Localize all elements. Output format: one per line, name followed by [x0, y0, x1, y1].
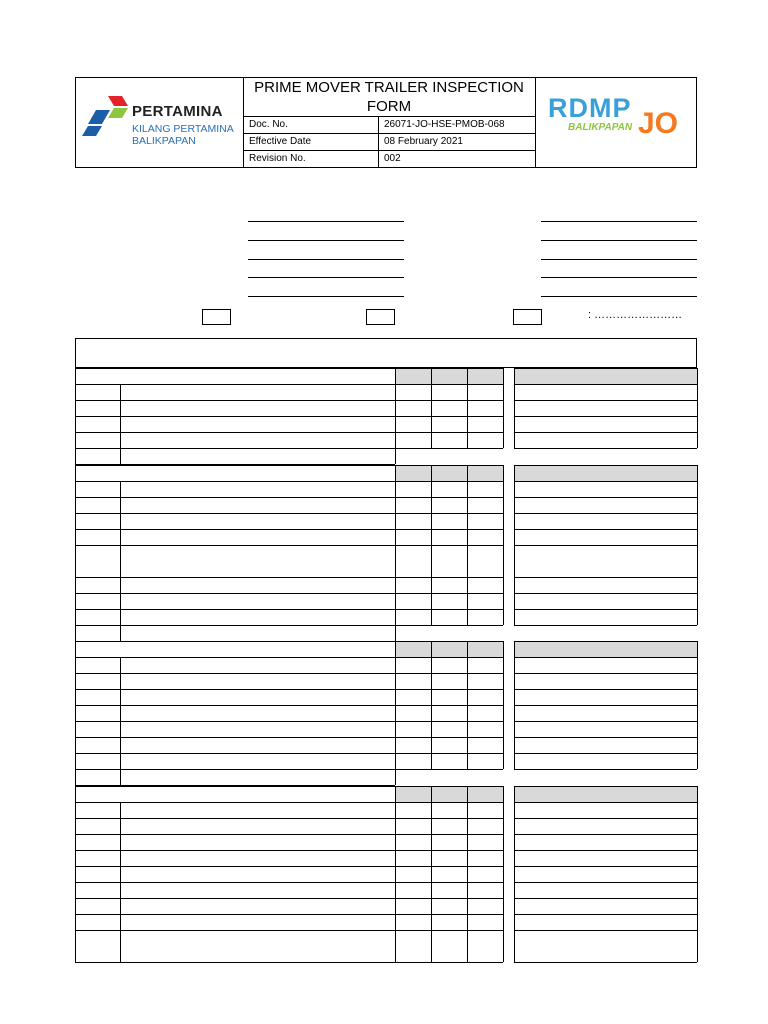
row-line: [514, 737, 697, 738]
row-line: [514, 513, 697, 514]
row-line: [514, 448, 697, 449]
section-header-cell: [514, 465, 697, 481]
row-line: [514, 384, 697, 385]
check-column-line: [431, 786, 432, 962]
section-header-cell: [395, 465, 431, 481]
row-line: [75, 962, 503, 963]
section-header-line: [75, 368, 503, 369]
row-line: [75, 705, 503, 706]
checkbox[interactable]: [366, 309, 395, 325]
row-line: [514, 497, 697, 498]
section-header-line: [75, 641, 503, 642]
rdmp-jo-logo: [546, 92, 688, 146]
checkbox[interactable]: [513, 309, 542, 325]
row-line: [514, 481, 697, 482]
row-line: [514, 529, 697, 530]
section-header-line: [514, 786, 697, 787]
row-line: [514, 818, 697, 819]
row-line: [514, 802, 697, 803]
section-header-cell: [431, 786, 467, 802]
check-column-line: [467, 465, 468, 625]
column-line: [395, 368, 396, 448]
row-line: [75, 737, 503, 738]
row-line: [75, 753, 503, 754]
row-line: [75, 625, 503, 626]
row-line: [75, 416, 503, 417]
row-line: [514, 689, 697, 690]
row-line: [75, 481, 503, 482]
check-column-line: [467, 641, 468, 769]
pertamina-subtitle-line2: BALIKPAPAN: [132, 135, 196, 147]
row-line: [514, 753, 697, 754]
section-header-cell: [467, 641, 503, 657]
row-line: [75, 834, 503, 835]
row-line: [75, 882, 503, 883]
row-line: [514, 834, 697, 835]
row-line: [514, 577, 697, 578]
row-line: [75, 850, 503, 851]
field-line[interactable]: [248, 277, 404, 278]
row-line: [514, 593, 697, 594]
check-column-line: [503, 465, 504, 625]
pertamina-subtitle-line1: KILANG PERTAMINA: [132, 123, 234, 135]
section-header-cell: [467, 368, 503, 384]
section-header-cell: [431, 465, 467, 481]
remarks-column-line: [514, 368, 515, 448]
row-line: [75, 529, 503, 530]
row-line: [75, 673, 503, 674]
section-header-cell: [395, 786, 431, 802]
doc-no-value: 26071-JO-HSE-PMOB-068: [384, 119, 505, 130]
column-line: [75, 465, 76, 641]
row-line: [75, 898, 503, 899]
row-line: [75, 448, 503, 449]
remarks-column-line: [514, 465, 515, 625]
section-header-line: [75, 465, 503, 466]
row-line: [514, 416, 697, 417]
column-line: [75, 368, 76, 464]
number-column-line: [120, 802, 121, 962]
section-title-box: [75, 338, 697, 368]
header-divider-right: [535, 77, 536, 168]
row-line: [514, 400, 697, 401]
number-column-line: [120, 384, 121, 464]
field-line[interactable]: [541, 240, 697, 241]
row-line: [75, 689, 503, 690]
checkbox[interactable]: [202, 309, 231, 325]
effective-date-label: Effective Date: [249, 136, 312, 147]
row-line: [514, 866, 697, 867]
section-header-cell: [514, 641, 697, 657]
section-header-cell: [467, 786, 503, 802]
row-line: [75, 432, 503, 433]
row-line: [514, 673, 697, 674]
effective-date-value: 08 February 2021: [384, 136, 463, 147]
field-line[interactable]: [248, 259, 404, 260]
section-header-cell: [395, 368, 431, 384]
section-header-line: [514, 368, 697, 369]
row-line: [75, 545, 503, 546]
row-line: [75, 866, 503, 867]
revision-no-label: Revision No.: [249, 153, 306, 164]
row-line: [514, 625, 697, 626]
section-header-cell: [514, 786, 697, 802]
form-title: PRIME MOVER TRAILER INSPECTION FORM: [254, 79, 524, 115]
revision-no-value: 002: [384, 153, 401, 164]
field-line[interactable]: [541, 296, 697, 297]
check-column-line: [503, 786, 504, 962]
remarks-column-line: [697, 641, 698, 769]
section-header-cell: [431, 368, 467, 384]
check-column-line: [467, 368, 468, 448]
column-line: [395, 769, 396, 785]
check-column-line: [503, 641, 504, 769]
balikpapan-text: BALIKPAPAN: [568, 122, 633, 133]
check-column-line: [431, 641, 432, 769]
doc-no-label: Doc. No.: [249, 119, 288, 130]
row-line: [75, 802, 503, 803]
row-line: [514, 850, 697, 851]
row-line: [514, 898, 697, 899]
check-column-line: [503, 368, 504, 448]
row-line: [75, 577, 503, 578]
row-line: [514, 545, 697, 546]
row-line: [75, 769, 503, 770]
row-line: [514, 882, 697, 883]
row-line: [75, 384, 503, 385]
row-line: [514, 432, 697, 433]
row-line: [514, 657, 697, 658]
row-line: [75, 593, 503, 594]
pertamina-logo: [82, 94, 238, 150]
field-line[interactable]: [248, 296, 404, 297]
column-line: [395, 786, 396, 962]
row-line: [514, 721, 697, 722]
field-line[interactable]: [541, 277, 697, 278]
column-line: [395, 448, 396, 464]
column-line: [395, 625, 396, 641]
number-column-line: [120, 657, 121, 785]
column-line: [395, 641, 396, 769]
check-column-line: [467, 786, 468, 962]
remarks-column-line: [697, 465, 698, 625]
check-column-line: [431, 368, 432, 448]
section-header-cell: [395, 641, 431, 657]
row-line: [514, 705, 697, 706]
section-header-cell: [431, 641, 467, 657]
remarks-column-line: [514, 641, 515, 769]
field-line[interactable]: [541, 221, 697, 222]
row-line: [75, 818, 503, 819]
row-line: [75, 930, 503, 931]
field-line[interactable]: [248, 240, 404, 241]
remarks-column-line: [697, 786, 698, 962]
section-header-cell: [514, 368, 697, 384]
check-column-line: [431, 465, 432, 625]
field-line[interactable]: [248, 221, 404, 222]
section-header-cell: [467, 465, 503, 481]
jo-text: JO: [638, 107, 679, 140]
row-line: [514, 914, 697, 915]
row-line: [75, 497, 503, 498]
remarks-column-line: [697, 368, 698, 448]
dotted-fill-text: : ……………………: [588, 309, 683, 321]
row-line: [514, 609, 697, 610]
row-line: [514, 962, 697, 963]
column-line: [75, 786, 76, 962]
section-header-line: [514, 641, 697, 642]
row-line: [75, 400, 503, 401]
rdmp-text: RDMP: [548, 93, 632, 123]
number-column-line: [120, 481, 121, 641]
row-line: [75, 914, 503, 915]
column-line: [75, 641, 76, 785]
row-line: [75, 513, 503, 514]
row-line: [75, 657, 503, 658]
row-line: [75, 721, 503, 722]
section-header-line: [75, 786, 503, 787]
pertamina-brand-text: PERTAMINA: [132, 103, 223, 120]
row-line: [514, 930, 697, 931]
field-line[interactable]: [541, 259, 697, 260]
remarks-column-line: [514, 786, 515, 962]
row-line: [75, 609, 503, 610]
pertamina-mark-icon: [82, 96, 128, 138]
column-line: [395, 465, 396, 625]
row-line: [514, 769, 697, 770]
section-header-line: [514, 465, 697, 466]
